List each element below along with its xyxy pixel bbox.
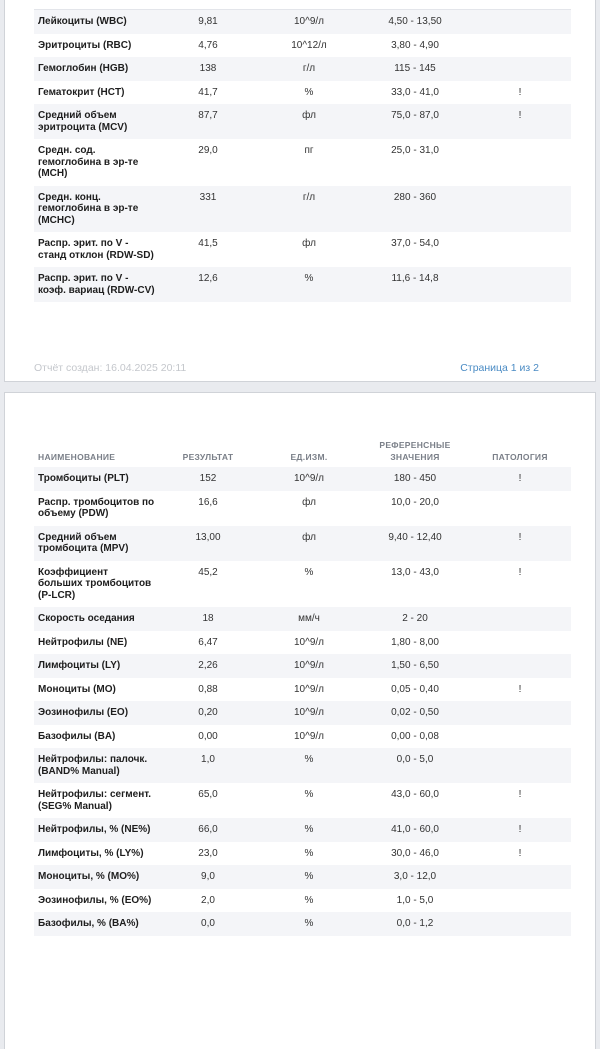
result-value: 41,7 <box>198 86 218 98</box>
header-reference: РЕФЕРЕНСНЫЕ ЗНАЧЕНИЯ <box>379 440 451 462</box>
unit: фл <box>257 104 361 139</box>
unit: пг <box>304 145 314 156</box>
pathology-flag: ! <box>469 104 571 139</box>
table-row <box>34 10 571 34</box>
unit: % <box>257 865 361 889</box>
result-value: 0,00 <box>198 730 218 742</box>
test-name: Распр. эрит. по V - коэф. вариац (RDW-CV) <box>34 267 159 302</box>
pathology-flag: ! <box>518 847 522 859</box>
pathology-flag: ! <box>518 789 522 800</box>
result-value: 66,0 <box>159 818 257 842</box>
reference-range: 0,00 - 0,08 <box>391 730 439 742</box>
table-row <box>34 865 571 889</box>
table-row <box>34 912 571 936</box>
table-row <box>34 104 571 139</box>
table-row <box>34 631 571 655</box>
reference-range: 33,0 - 41,0 <box>391 86 439 98</box>
unit: % <box>304 86 314 98</box>
results-table-page-2 <box>34 429 571 936</box>
unit: % <box>257 267 361 302</box>
reference-range: 0,0 - 1,2 <box>361 912 469 936</box>
unit: % <box>304 566 314 578</box>
table-row <box>34 783 571 818</box>
table-row <box>34 607 571 631</box>
result-value: 0,88 <box>198 683 218 695</box>
test-name: Средний объем тромбоцита (MPV) <box>34 526 159 561</box>
test-name: Гематокрит (HCT) <box>38 86 125 98</box>
pathology-flag <box>469 10 571 34</box>
report-created-footer: Отчёт создан: 16.04.2025 20:11 <box>34 362 187 374</box>
result-value: 87,7 <box>159 104 257 139</box>
pathology-flag <box>469 267 571 302</box>
pathology-flag <box>469 725 571 749</box>
reference-range: 115 - 145 <box>361 57 469 81</box>
reference-range: 41,0 - 60,0 <box>361 818 469 842</box>
table-row <box>34 561 571 608</box>
test-name: Нейтрофилы: сегмент. (SEG% Manual) <box>38 789 152 812</box>
reference-range: 13,0 - 43,0 <box>391 566 439 578</box>
table-row <box>34 701 571 725</box>
table-row <box>34 526 571 561</box>
pathology-flag <box>469 631 571 655</box>
unit: фл <box>302 496 316 508</box>
reference-range: 9,40 - 12,40 <box>361 526 469 561</box>
result-value: 13,00 <box>159 526 257 561</box>
table-row <box>34 139 571 186</box>
table-row <box>34 818 571 842</box>
unit: 10^9/л <box>294 636 324 648</box>
table-row <box>34 34 571 58</box>
table-row <box>34 889 571 913</box>
result-value: 65,0 <box>198 789 218 800</box>
pathology-flag <box>469 654 571 678</box>
result-value: 138 <box>159 57 257 81</box>
table-row <box>34 491 571 526</box>
pathology-flag <box>469 748 571 783</box>
pathology-flag <box>469 912 571 936</box>
result-value: 23,0 <box>198 847 218 859</box>
reference-range: 1,0 - 5,0 <box>396 894 434 906</box>
header-unit: ЕД.ИЗМ. <box>290 451 328 462</box>
unit: % <box>304 894 314 906</box>
reference-range: 3,0 - 12,0 <box>361 865 469 889</box>
header-pathology: ПАТОЛОГИЯ <box>492 451 548 462</box>
pathology-flag: ! <box>469 526 571 561</box>
unit: фл <box>302 238 316 249</box>
pathology-flag <box>469 34 571 58</box>
header-name: НАИМЕНОВАНИЕ <box>38 451 116 462</box>
reference-range: 4,50 - 13,50 <box>361 10 469 34</box>
test-name: Эозинофилы (EO) <box>34 701 159 725</box>
test-name: Моноциты (MO) <box>38 683 116 695</box>
report-page-1 <box>4 0 596 382</box>
test-name: Коэффициент больших тромбоцитов (P-LCR) <box>38 566 152 601</box>
reference-range: 11,6 - 14,8 <box>361 267 469 302</box>
pathology-flag: ! <box>518 566 522 578</box>
result-value: 2,0 <box>201 894 215 906</box>
reference-range: 10,0 - 20,0 <box>391 496 439 508</box>
result-value: 4,76 <box>198 39 218 51</box>
reference-range: 30,0 - 46,0 <box>391 847 439 859</box>
header-result: РЕЗУЛЬТАТ <box>182 451 234 462</box>
table-row <box>34 467 571 491</box>
unit: 10^9/л <box>257 654 361 678</box>
unit: 10^9/л <box>257 701 361 725</box>
reference-range: 180 - 450 <box>361 467 469 491</box>
pathology-flag: ! <box>469 467 571 491</box>
result-value: 152 <box>159 467 257 491</box>
pathology-flag: ! <box>518 86 522 98</box>
test-name: Лимфоциты (LY) <box>34 654 159 678</box>
result-value: 0,20 <box>159 701 257 725</box>
reference-range: 37,0 - 54,0 <box>391 238 439 249</box>
result-value: 12,6 <box>159 267 257 302</box>
result-value: 18 <box>159 607 257 631</box>
test-name: Гемоглобин (HGB) <box>34 57 159 81</box>
test-name: Нейтрофилы: палочк. (BAND% Manual) <box>34 748 159 783</box>
table-row <box>34 57 571 81</box>
unit: % <box>304 789 314 800</box>
report-page-2 <box>4 392 596 1049</box>
result-value: 6,47 <box>198 636 218 648</box>
unit: фл <box>257 526 361 561</box>
unit: 10^9/л <box>257 467 361 491</box>
pathology-flag <box>469 701 571 725</box>
result-value: 45,2 <box>198 566 218 578</box>
test-name: Моноциты, % (MO%) <box>34 865 159 889</box>
result-value: 0,0 <box>159 912 257 936</box>
reference-range: 0,0 - 5,0 <box>361 748 469 783</box>
test-name: Скорость оседания <box>34 607 159 631</box>
test-name: Эозинофилы, % (EO%) <box>38 894 152 906</box>
test-name: Средний объем эритроцита (MCV) <box>34 104 159 139</box>
table-row <box>34 725 571 749</box>
table-row <box>34 654 571 678</box>
test-name: Базофилы, % (BA%) <box>34 912 159 936</box>
unit: г/л <box>257 57 361 81</box>
unit: г/л <box>257 186 361 233</box>
pathology-flag <box>469 232 571 267</box>
result-value: 2,26 <box>159 654 257 678</box>
unit: % <box>257 818 361 842</box>
pathology-flag: ! <box>518 683 522 695</box>
pathology-flag <box>469 889 571 913</box>
pathology-flag <box>469 491 571 526</box>
table-row <box>34 232 571 267</box>
unit: 10^9/л <box>257 10 361 34</box>
result-value: 1,0 <box>159 748 257 783</box>
reference-range: 0,02 - 0,50 <box>361 701 469 725</box>
reference-range: 3,80 - 4,90 <box>391 39 439 51</box>
reference-range: 75,0 - 87,0 <box>361 104 469 139</box>
pathology-flag <box>469 865 571 889</box>
test-name: Распр. эрит. по V - станд отклон (RDW-SD) <box>38 238 154 261</box>
test-name: Нейтрофилы, % (NE%) <box>34 818 159 842</box>
unit: мм/ч <box>257 607 361 631</box>
result-value: 9,81 <box>159 10 257 34</box>
reference-range: 43,0 - 60,0 <box>391 789 439 800</box>
test-name: Лейкоциты (WBC) <box>34 10 159 34</box>
pathology-flag <box>469 139 571 186</box>
table-row <box>34 842 571 866</box>
test-name: Эритроциты (RBC) <box>38 39 132 51</box>
reference-range: 2 - 20 <box>361 607 469 631</box>
result-value: 331 <box>159 186 257 233</box>
unit: 10^12/л <box>291 39 327 51</box>
unit: 10^9/л <box>294 683 324 695</box>
reference-range: 280 - 360 <box>361 186 469 233</box>
result-value: 41,5 <box>198 238 218 249</box>
table-row <box>34 81 571 105</box>
reference-range: 25,0 - 31,0 <box>391 145 439 156</box>
result-value: 29,0 <box>198 145 218 156</box>
table-row <box>34 267 571 302</box>
unit: % <box>257 912 361 936</box>
reference-range: 1,80 - 8,00 <box>391 636 439 648</box>
pathology-flag <box>469 57 571 81</box>
pathology-flag <box>469 186 571 233</box>
test-name: Средн. конц. гемоглобина в эр-те (MCHC) <box>34 186 159 233</box>
unit: 10^9/л <box>294 730 324 742</box>
table-row <box>34 748 571 783</box>
pathology-flag: ! <box>469 818 571 842</box>
test-name: Нейтрофилы (NE) <box>38 636 128 648</box>
test-name: Распр. тромбоцитов по объему (PDW) <box>38 496 155 519</box>
reference-range: 0,05 - 0,40 <box>391 683 439 695</box>
result-value: 16,6 <box>198 496 218 508</box>
unit: % <box>257 748 361 783</box>
pathology-flag <box>469 607 571 631</box>
result-value: 9,0 <box>159 865 257 889</box>
results-table-page-1 <box>34 10 571 302</box>
test-name: Лимфоциты, % (LY%) <box>38 847 144 859</box>
table-header-row <box>34 429 571 467</box>
table-row <box>34 186 571 233</box>
test-name: Средн. сод. гемоглобина в эр-те (MCH) <box>38 145 139 179</box>
page-number: Страница 1 из 2 <box>460 362 539 374</box>
unit: % <box>304 847 314 859</box>
test-name: Базофилы (BA) <box>38 730 116 742</box>
table-row <box>34 678 571 702</box>
test-name: Тромбоциты (PLT) <box>34 467 159 491</box>
reference-range: 1,50 - 6,50 <box>361 654 469 678</box>
